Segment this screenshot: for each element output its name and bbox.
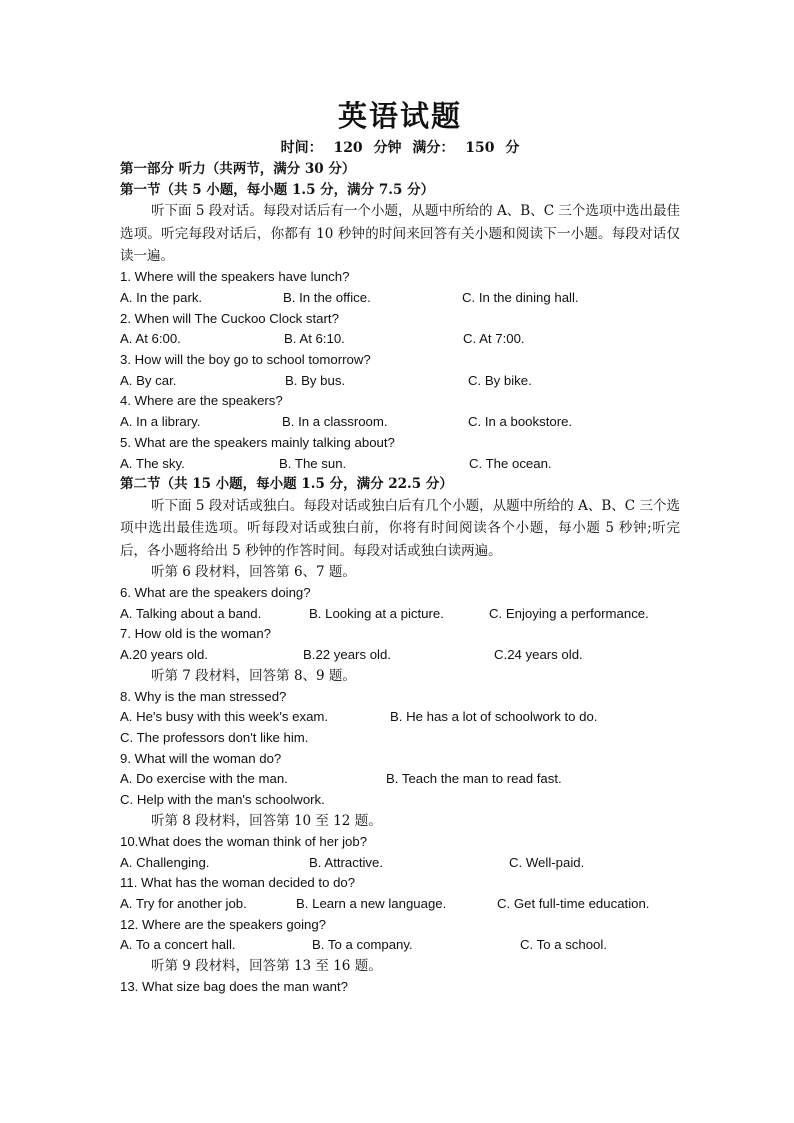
option-b: B. Attractive.: [309, 854, 384, 870]
option-a: A. In a library.: [120, 414, 201, 430]
option-a: A. To a concert hall.: [120, 937, 236, 953]
option-b: B. In a classroom.: [282, 414, 388, 430]
option-a: A. Do exercise with the man.: [120, 771, 288, 787]
question-4: 4. Where are the speakers?: [120, 393, 283, 409]
question-6: 6. What are the speakers doing?: [120, 584, 311, 600]
question-6-options: [120, 604, 680, 625]
section2-heading: 第二节（共 15 小题，每小题 1.5 分，满分 22.5 分）: [120, 476, 453, 493]
question-8-options: [120, 707, 680, 728]
question-10-options: [120, 853, 680, 874]
option-c: C. Well-paid.: [509, 854, 585, 870]
option-a: A. The sky.: [120, 455, 185, 471]
option-b: B.22 years old.: [303, 646, 391, 662]
option-c: C. At 7:00.: [463, 331, 525, 347]
option-c: C. Get full-time education.: [497, 895, 650, 911]
section2-instructions: 听下面 5 段对话或独白。每段对话或独白后有几个小题，从题中所给的 A、B、C 三个选项中选出最佳选项。听每段对话或独白前，你将有时间阅读各个小题，每小题 5 秒钟;听完后，各小题将给出 5 秒钟的作答时间。每段对话或独白读两遍。: [120, 497, 680, 559]
question-12: 12. Where are the speakers going?: [120, 916, 326, 932]
question-5-options: [120, 454, 680, 475]
option-a: A.20 years old.: [120, 646, 208, 662]
material-9-intro: 听第 9 段材料，回答第 13 至 16 题。: [151, 957, 382, 974]
question-2: 2. When will The Cuckoo Clock start?: [120, 310, 339, 326]
exam-page: [120, 96, 680, 998]
question-2-options: [120, 329, 680, 350]
option-a: A. Talking about a band.: [120, 605, 262, 621]
option-c: C. In a bookstore.: [468, 414, 573, 430]
question-9: 9. What will the woman do?: [120, 750, 282, 766]
option-c: C. By bike.: [468, 372, 532, 388]
option-b: B. Learn a new language.: [296, 895, 447, 911]
part1-heading: 第一部分 听力（共两节，满分 30 分）: [120, 161, 356, 177]
question-3: 3. How will the boy go to school tomorrow?: [120, 352, 371, 368]
option-c: C. In the dining hall.: [462, 290, 579, 305]
option-b: B. To a company.: [312, 937, 413, 953]
option-a: A. By car.: [120, 372, 177, 388]
option-c: C.24 years old.: [494, 646, 583, 662]
question-13: 13. What size bag does the man want?: [120, 978, 348, 994]
section1-instructions: 听下面 5 段对话。每段对话后有一个小题，从题中所给的 A、B、C 三个选项中选出最佳选项。听完每段对话后，你都有 10 秒钟的时间来回答有关小题和阅读下一小题。每段对话仅读一遍。: [120, 203, 680, 264]
question-8: 8. Why is the man stressed?: [120, 688, 287, 704]
section1-heading: 第一节（共 5 小题，每小题 1.5 分，满分 7.5 分）: [120, 181, 435, 198]
question-5: 5. What are the speakers mainly talking about?: [120, 434, 395, 450]
question-9-option-c: C. Help with the man's schoolwork.: [120, 792, 325, 808]
exam-time-score: 时间： 120 分钟 满分： 150 分: [280, 140, 520, 156]
question-4-options: [120, 412, 680, 433]
material-8-intro: 听第 8 段材料，回答第 10 至 12 题。: [151, 812, 382, 829]
question-1: 1. Where will the speakers have lunch?: [120, 269, 350, 285]
question-3-options: [120, 371, 680, 392]
option-a: A. Challenging.: [120, 854, 210, 870]
option-b: B. At 6:10.: [284, 331, 345, 347]
option-a: A. He's busy with this week's exam.: [120, 709, 329, 725]
question-11-options: [120, 894, 680, 915]
question-11: 11. What has the woman decided to do?: [120, 875, 356, 891]
option-b: B. The sun.: [279, 455, 347, 471]
question-9-options: [120, 769, 680, 790]
page-title: 英语试题: [337, 99, 462, 133]
option-a: A. In the park.: [120, 290, 203, 305]
question-7: 7. How old is the woman?: [120, 626, 271, 642]
question-1-options: [120, 288, 680, 309]
option-b: B. In the office.: [283, 290, 371, 305]
option-a: A. Try for another job.: [120, 895, 247, 911]
option-b: B. By bus.: [285, 372, 346, 388]
question-12-options: [120, 935, 680, 956]
material-6-intro: 听第 6 段材料，回答第 6、7 题。: [151, 563, 356, 580]
question-10: 10.What does the woman think of her job?: [120, 833, 368, 849]
option-b: B. Looking at a picture.: [309, 605, 444, 621]
option-c: C. Enjoying a performance.: [489, 605, 649, 621]
option-c: C. The ocean.: [469, 455, 552, 471]
option-c: C. To a school.: [520, 937, 607, 953]
material-7-intro: 听第 7 段材料，回答第 8、9 题。: [151, 667, 356, 684]
question-8-option-c: C. The professors don't like him.: [120, 730, 309, 746]
question-7-options: [120, 645, 680, 666]
option-a: A. At 6:00.: [120, 331, 181, 347]
option-b: B. Teach the man to read fast.: [386, 771, 562, 787]
option-b: B. He has a lot of schoolwork to do.: [390, 709, 598, 725]
